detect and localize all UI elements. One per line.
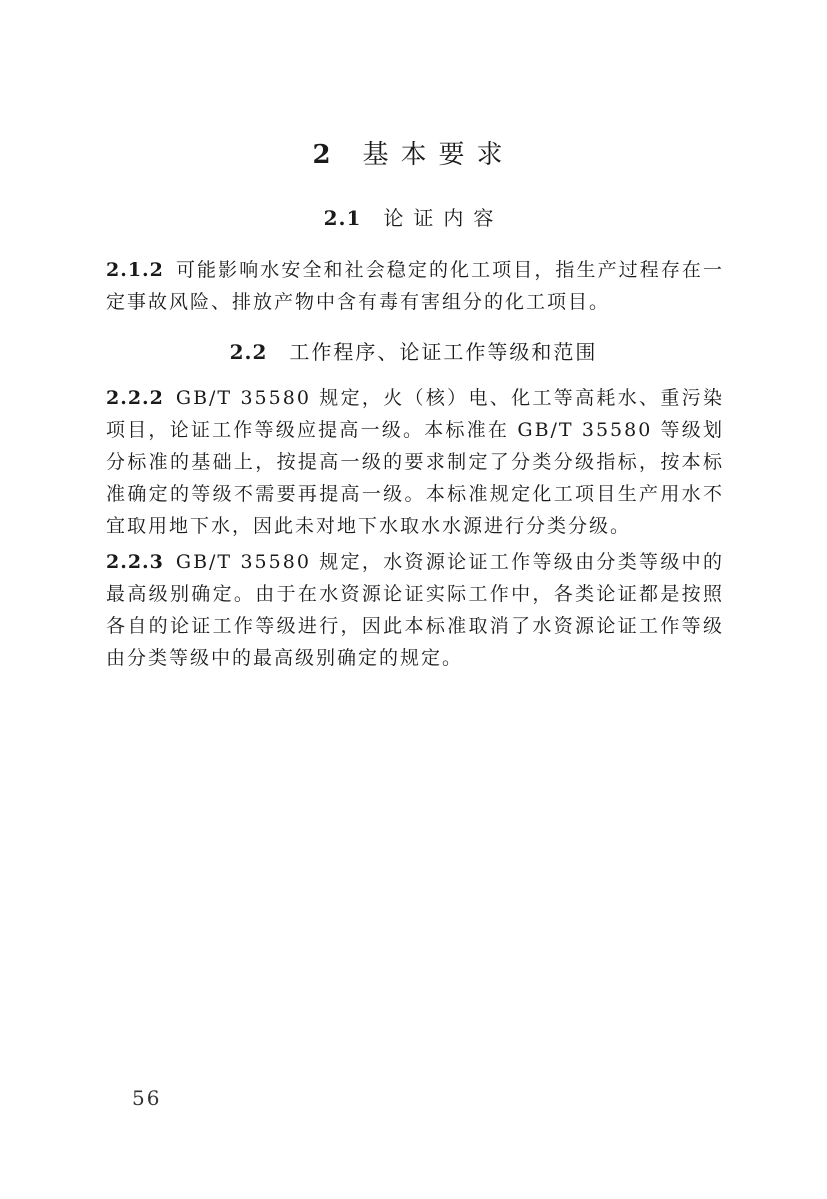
- section-number: 2.1: [323, 206, 362, 230]
- clause-2-2-2: [106, 382, 724, 542]
- clause-number: 2.1.2: [106, 259, 164, 281]
- clause-2-1-2: [106, 254, 724, 318]
- page-number: 56: [132, 1086, 162, 1110]
- clause-text: GB/T 35580 规定，水资源论证工作等级由分类等级中的最高级别确定。由于在水资源论证实际工作中，各类论证都是按照各自的论证工作等级进行，因此本标准取消了水资源论证工作等级由分类等级中的最高级别确定的规定。: [106, 551, 724, 669]
- clause-2-2-3: [106, 546, 724, 674]
- clause-text: 可能影响水安全和社会稳定的化工项目，指生产过程存在一定事故风险、排放产物中含有毒有害组分的化工项目。: [106, 259, 724, 313]
- section-number: 2.2: [229, 340, 268, 364]
- section-heading-2-2: [0, 338, 827, 366]
- clause-text: GB/T 35580 规定，火（核）电、化工等高耗水、重污染项目，论证工作等级应提高一级。本标准在 GB/T 35580 等级划分标准的基础上，按提高一级的要求制定了分类分级指标，按本标准确定的等级不需要再提高一级。本标准规定化工项目生产用水不宜取用地下水，因此未对地下水取水水源进行分类分级。: [106, 387, 724, 537]
- section-title: 论证内容: [383, 206, 504, 230]
- clause-number: 2.2.2: [106, 387, 164, 409]
- section-title: 工作程序、论证工作等级和范围: [289, 340, 598, 364]
- chapter-heading: [0, 138, 827, 172]
- clause-number: 2.2.3: [106, 551, 164, 573]
- section-heading-2-1: [0, 204, 827, 232]
- chapter-number: 2: [312, 140, 343, 170]
- chapter-title: 基本要求: [362, 140, 515, 170]
